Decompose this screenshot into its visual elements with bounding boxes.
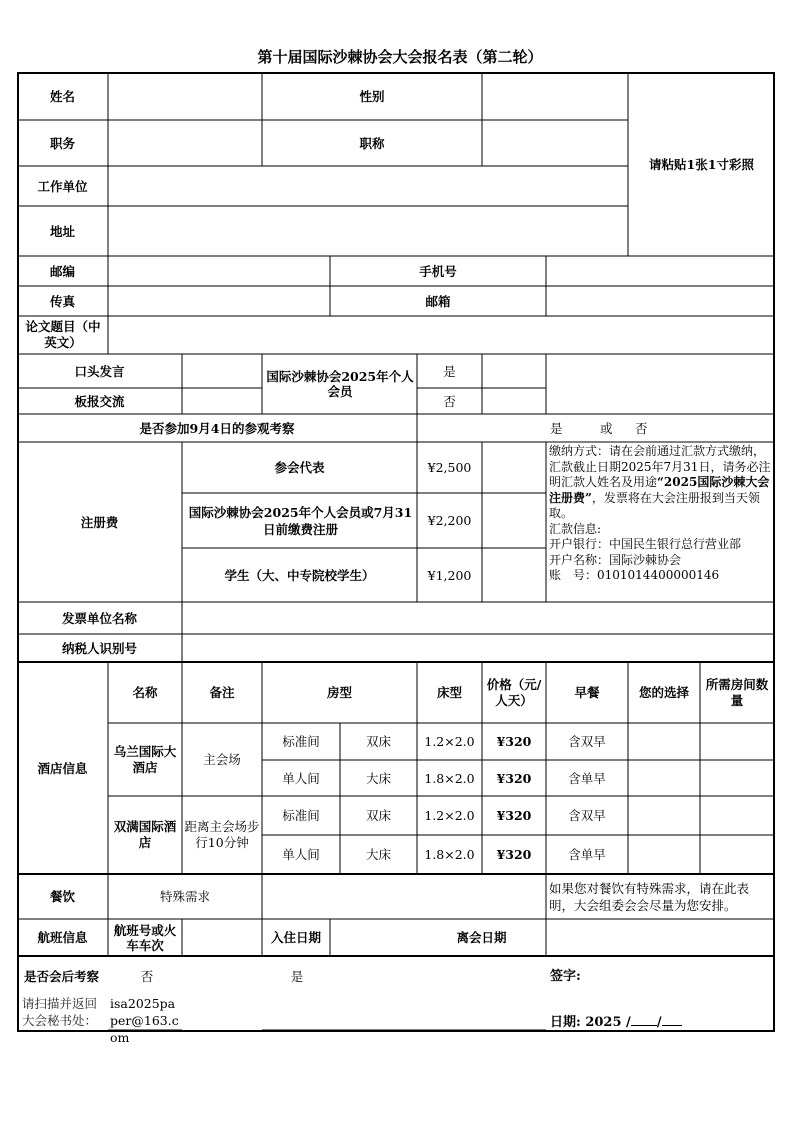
account-name-line: 开户名称：国际沙棘协会 [549, 552, 682, 567]
breakfast: 含双早 [568, 734, 606, 749]
name-label: 姓名 [49, 88, 75, 104]
room-price: ¥320 [496, 770, 532, 786]
room-type: 单人间 [282, 847, 320, 862]
poster-label: 板报交流 [74, 393, 125, 409]
fee-type-member: 国际沙棘协会2025年个人会员或7月31日前缴费注册 [188, 504, 413, 537]
gender-label: 性别 [359, 88, 385, 104]
date-day-blank[interactable] [662, 1013, 682, 1026]
room-price: ¥320 [496, 734, 532, 749]
hotel-section-label: 酒店信息 [37, 760, 88, 776]
room-type: 标准间 [282, 734, 320, 749]
special-needs-input[interactable] [262, 874, 546, 919]
bed-kind: 双床 [365, 734, 391, 749]
registration-fee-label: 注册费 [80, 514, 119, 530]
photo-placeholder[interactable]: 请粘贴1张1寸彩照 [649, 156, 754, 172]
fax-label: 传真 [49, 293, 75, 309]
bank-name-line: 开户银行：中国民生银行总行营业部 [549, 537, 742, 551]
payment-info [549, 444, 772, 584]
excursion-or-text: 或 [600, 420, 613, 436]
fee-type-student: 学生（大、中专院校学生） [224, 567, 375, 583]
member-label: 国际沙棘协会2025年个人会员 [266, 369, 414, 399]
fee-type-delegate: 参会代表 [274, 460, 325, 475]
breakfast: 含双早 [568, 808, 606, 823]
member-no-option[interactable]: 否 [443, 393, 456, 409]
dining-note: 如果您对餐饮有特殊需求，请在此表明，大会组委会会尽量为您安排。 [549, 881, 750, 913]
payment-purpose-text: “2025国际沙棘大会注册费” [549, 475, 770, 505]
post-tour-yes-option[interactable]: 是 [290, 968, 304, 984]
flight-info-label: 航班信息 [37, 930, 88, 945]
date-separator: / [656, 1015, 662, 1030]
dining-label: 餐饮 [49, 889, 75, 904]
payment-method-text: 缴纳方式：请在会前通过汇款方式缴纳，汇款截止日期2025年7月31日，请务必注明汇款人姓名及用途 [549, 444, 771, 489]
fee-price-student: ¥1,200 [427, 567, 472, 583]
work-unit-label: 工作单位 [37, 178, 88, 194]
hotel-header-note: 备注 [209, 685, 235, 700]
oral-presentation-label: 口头发言 [74, 363, 125, 379]
room-type: 标准间 [282, 808, 320, 823]
room-quantity-cell[interactable] [700, 835, 775, 874]
breakfast: 含单早 [568, 770, 606, 786]
account-number-line: 账 号：0101014400000146 [549, 568, 720, 582]
hotel-header-breakfast: 早餐 [574, 685, 600, 700]
room-price: ¥320 [496, 847, 532, 862]
post-tour-label: 是否会后考察 [24, 968, 100, 984]
checkout-date-input[interactable] [546, 919, 775, 956]
hotel-note: 距离主会场步行10分钟 [184, 819, 260, 850]
room-choice-cell[interactable] [628, 796, 700, 835]
room-quantity-cell[interactable] [700, 796, 775, 835]
room-quantity-cell[interactable] [700, 723, 775, 760]
flight-number-label: 航班号或火车车次 [113, 922, 177, 953]
form-title: 第十届国际沙棘协会大会报名表（第二轮） [257, 48, 543, 66]
hotel-header-name: 名称 [132, 685, 158, 700]
excursion-options [417, 414, 775, 442]
fee-price-member: ¥2,200 [427, 513, 472, 528]
excursion-question: 是否参加9月4日的参观考察 [139, 420, 295, 436]
date-field[interactable] [550, 1013, 770, 1031]
room-price: ¥320 [496, 808, 532, 823]
room-type: 单人间 [282, 770, 320, 786]
address-label: 地址 [49, 223, 75, 239]
mobile-label: 手机号 [419, 263, 457, 279]
position-label: 职务 [49, 135, 75, 151]
taxpayer-id-label: 纳税人识别号 [61, 640, 137, 656]
hotel-name: 乌兰国际大酒店 [113, 743, 177, 775]
bed-kind: 大床 [365, 847, 391, 862]
room-choice-cell[interactable] [628, 835, 700, 874]
paper-title-label: 论文题目（中英文） [25, 319, 101, 350]
hotel-header-choice: 您的选择 [638, 685, 689, 700]
checkin-date-input[interactable] [330, 919, 417, 956]
postcode-label: 邮编 [49, 263, 75, 279]
bed-size: 1.8×2.0 [424, 847, 475, 862]
payment-invoice-text: ，发票将在大会注册报到当天领取。 [549, 490, 760, 520]
date-label: 日期: [550, 1015, 581, 1030]
checkout-date-label: 离会日期 [456, 930, 507, 945]
checkin-date-label: 入住日期 [270, 930, 321, 945]
bed-size: 1.2×2.0 [424, 734, 475, 749]
fee-price-delegate: ¥2,500 [427, 460, 472, 475]
bed-kind: 大床 [365, 770, 391, 786]
date-year: 2025 / [585, 1015, 631, 1030]
hotel-header-price: 价格（元/人天） [486, 676, 542, 708]
special-needs-label: 特殊需求 [159, 889, 210, 904]
scan-return-text: 请扫描并返回大会秘书处： [22, 996, 98, 1028]
bed-kind: 双床 [365, 808, 391, 823]
member-yes-option[interactable]: 是 [443, 363, 456, 379]
excursion-yes-option[interactable]: 是 [550, 420, 563, 436]
bed-size: 1.2×2.0 [424, 808, 475, 823]
secretariat-email[interactable]: isa2025paper@163.com [110, 996, 179, 1045]
signature-label: 签字: [550, 968, 581, 984]
excursion-no-option[interactable]: 否 [635, 420, 648, 436]
job-title-label: 职称 [359, 135, 385, 151]
remit-info-label: 汇款信息: [549, 521, 602, 536]
post-tour-no-option[interactable]: 否 [140, 968, 154, 984]
invoice-unit-label: 发票单位名称 [61, 610, 137, 626]
breakfast: 含单早 [568, 847, 606, 862]
hotel-header-room-type: 房型 [326, 685, 352, 700]
room-choice-cell[interactable] [628, 760, 700, 796]
flight-number-input[interactable] [182, 919, 262, 956]
hotel-note: 主会场 [203, 752, 241, 767]
room-choice-cell[interactable] [628, 723, 700, 760]
hotel-header-bed: 床型 [436, 685, 462, 700]
hotel-header-rooms: 所需房间数量 [705, 676, 769, 708]
room-quantity-cell[interactable] [700, 760, 775, 796]
email-label: 邮箱 [425, 293, 451, 309]
date-month-blank[interactable] [631, 1013, 657, 1026]
registration-form [17, 72, 775, 1045]
bed-size: 1.8×2.0 [424, 770, 475, 786]
hotel-name: 双满国际酒店 [113, 819, 177, 850]
